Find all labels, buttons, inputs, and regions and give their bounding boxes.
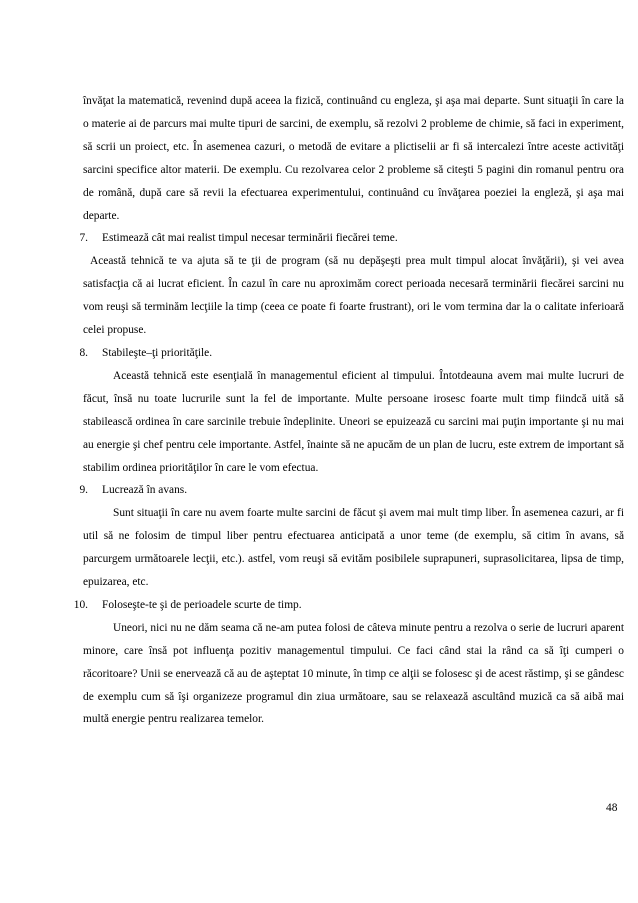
item-title: Foloseşte-te şi de perioadele scurte de timp. [102,598,302,611]
list-item-7 [56,227,624,250]
list-item-8 [56,342,624,365]
item-number: 10. [73,598,88,611]
item-number: 9. [79,484,88,497]
page-content [56,90,624,731]
item-title: Estimează cât mai realist timpul necesar terminării fiecărei teme. [102,232,398,245]
page-number: 48 [606,802,618,814]
item-9-paragraph: Sunt situaţii în care nu avem foarte multe sarcini de făcut şi avem mai mult timp liber. În asemenea cazuri, ar fi util să ne folosim de timpul liber pentru efectuarea anticipată a unor teme (de exemplu, să citim în avans, să parcurgem următoarele lecţii, etc.). astfel, vom reuşi să evităm posibilele suprapuneri, suprasolicitarea, lipsa de timp, epuizarea, etc. [83,507,624,589]
intro-paragraph: învăţat la matematică, revenind după aceea la fizică, continuând cu engleza, şi aşa mai departe. Sunt situaţii în care la o materie ai de parcurs mai multe tipuri de sarcini, de exemplu, să rezolvi 2 probleme de chimie, să faci in experiment, să scrii un proiect, etc. În asemenea cazuri, o metodă de evitare a plictiselii ar fi să intercalezi între aceste activităţi sarcini specifice altor materii. De exemplu. Cu rezolvarea celor 2 probleme să citeşti 5 pagini din romanul pentru ora de română, după care să revii la efectuarea experimentului, continuând cu învăţarea poeziei la engleză, şi aşa mai departe. [83,95,624,222]
item-10-paragraph: Uneori, nici nu ne dăm seama că ne-am putea folosi de câteva minute pentru a rezolva o serie de lucruri aparent minore, care însă pot influenţa pozitiv managementul timpului. Ce faci când stai la rând ca să îţi cumperi o răcoritoare? Unii se enervează că au de aşteptat 10 minute, în timp ce alţii se folosesc şi de acest răstimp, şi se gândesc de exemplu cum să îşi organizeze programul din ziua următoare, sau se relaxează ascultând muzică ca să aibă mai multă energie pentru realizarea temelor. [83,621,624,726]
item-8-paragraph: Această tehnică este esenţială în managementul eficient al timpului. Întotdeauna avem mai multe lucruri de făcut, însă nu toate lucrurile sunt la fel de importante. Multe persoane irosesc foarte mult timp fiindcă uită să stabilească ordinea în care sarcinile trebuie îndeplinite. Uneori se epuizează cu sarcini mai puţin importante şi nu mai au energie şi chef pentru cele importante. Astfel, înainte să ne apucăm de un plan de lucru, este extrem de important să stabilim ordinea priorităţilor în care le vom efectua. [83,369,624,474]
item-title: Stabileşte–ţi priorităţile. [102,346,213,359]
item-number: 7. [79,232,88,245]
item-number: 8. [79,346,88,359]
list-item-9 [56,479,624,502]
item-title: Lucrează în avans. [102,484,188,497]
item-7-paragraph: Această tehnică te va ajuta să te ţii de program (să nu depăşeşti prea mult timpul alocat învăţării), şi vei avea satisfacţia că ai lucrat eficient. În cazul în care nu aproximăm corect perioada necesară terminării fiecărei sarcini nu vom reuşi să terminăm lecţiile la timp (ceea ce poate fi foarte frustrant), ori le vom termina dar la o calitate inferioară celei propuse. [83,255,624,337]
list-item-10 [56,594,624,617]
